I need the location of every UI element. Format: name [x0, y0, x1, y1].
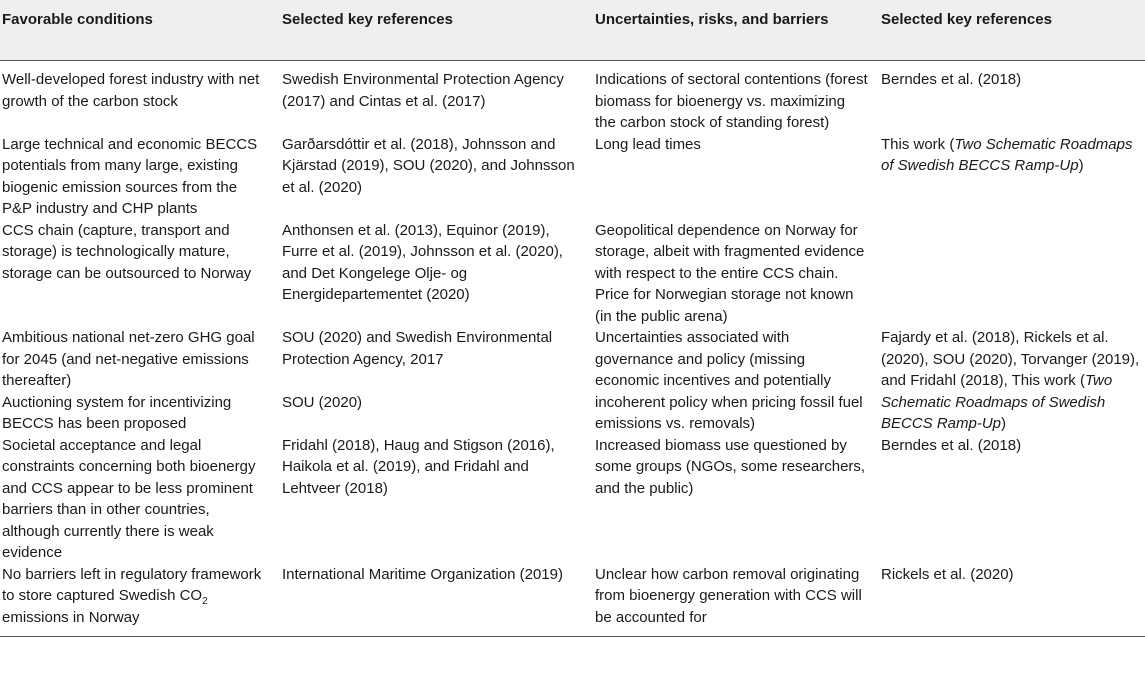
cell-uncertainties: Increased biomass use questioned by some groups (NGOs, some researchers, and the public): [595, 436, 866, 497]
cell-favorable: CCS chain (capture, transport and storage) is technologically mature, storage can be outsourced to Norway: [2, 221, 252, 282]
cell-references: Fridahl (2018), Haug and Stigson (2016), Haikola et al. (2019), and Fridahl and Lehtveer (2018): [282, 436, 555, 497]
cell-references: [879, 220, 1145, 328]
cell-uncertainties: Uncertainties associated with governance and policy (missing economic incentives and potentially incoherent policy when pricing fossil fuel emissions vs. removals): [595, 329, 863, 432]
ref-text: This work (: [881, 135, 955, 153]
cell-references: SOU (2020): [282, 393, 363, 411]
subscript: 2: [202, 596, 208, 607]
cell-references: Anthonsen et al. (2013), Equinor (2019), Furre et al. (2019), Johnsson et al. (2020), and Det Kongelege Olje- og Energidepartementet (2020): [282, 221, 563, 303]
cell-references: Swedish Environmental Protection Agency (2017) and Cintas et al. (2017): [282, 71, 564, 110]
header-key-references-2: Selected key references: [881, 11, 1052, 28]
cell-favorable: Large technical and economic BECCS potentials from many large, existing biogenic emission sources from the P&P industry and CHP plants: [2, 135, 258, 217]
cell-uncertainties: [593, 220, 879, 328]
cell-favorable: Well-developed forest industry with net growth of the carbon stock: [2, 71, 260, 110]
cell-references: [879, 134, 1145, 220]
cell-favorable: [0, 564, 280, 637]
cell-favorable: Ambitious national net-zero GHG goal for 2045 (and net-negative emissions thereafter): [2, 329, 255, 389]
table-row: [0, 435, 1145, 564]
header-uncertainties: Uncertainties, risks, and barriers: [595, 11, 829, 28]
favorable-text: emissions in Norway: [2, 608, 140, 626]
table-row: [0, 327, 1145, 392]
cell-uncertainties: Long lead times: [595, 135, 701, 153]
cell-references: SOU (2020) and Swedish Environmental Protection Agency, 2017: [282, 329, 553, 368]
ref-text: ): [1001, 415, 1007, 432]
table-row: [0, 564, 1145, 637]
ref-italic-title: Two Schematic Roadmaps of Swedish BECCS Ramp-Up: [881, 135, 1133, 174]
favorable-text: No barriers left in regulatory framework to store captured Swedish CO: [2, 565, 262, 604]
cell-references: International Maritime Organization (2019): [282, 565, 563, 583]
header-key-references-1: Selected key references: [282, 11, 453, 28]
cell-references: Rickels et al. (2020): [881, 565, 1014, 583]
cell-references: [879, 327, 1145, 435]
table-row: [0, 61, 1145, 134]
ref-italic-title: Two Schematic Roadmaps of Swedish BECCS Ramp-Up: [881, 372, 1113, 432]
cell-references: Berndes et al. (2018): [881, 71, 1022, 88]
uncertainty-text: Geopolitical dependence on Norway for storage, albeit with fragmented evidence with respect to the entire CCS chain.: [595, 221, 865, 282]
table-header-row: [0, 0, 1145, 61]
ref-text: ): [1078, 157, 1084, 174]
cell-favorable: Societal acceptance and legal constraints concerning both bioenergy and CCS appear to be less prominent barriers than in other countries, although currently there is weak evidence: [2, 436, 256, 561]
cell-uncertainties: Indications of sectoral contentions (forest biomass for bioenergy vs. maximizing the carbon stock of standing forest): [595, 71, 868, 131]
table-row: [0, 134, 1145, 220]
cell-uncertainties: Unclear how carbon removal originating from bioenergy generation with CCS will be accounted for: [595, 565, 862, 626]
table-row: [0, 220, 1145, 328]
uncertainty-text: Price for Norwegian storage not known (in the public arena): [595, 286, 854, 325]
ref-text: Fajardy et al. (2018), Rickels et al. (2020), SOU (2020), Torvanger (2019), and Fridahl (2018), This work (: [881, 329, 1140, 389]
header-favorable-conditions: Favorable conditions: [2, 11, 153, 28]
cell-references: Berndes et al. (2018): [881, 436, 1022, 454]
cell-favorable: Auctioning system for incentivizing BECCS has been proposed: [2, 393, 232, 432]
cell-references: Garðarsdóttir et al. (2018), Johnsson and Kjärstad (2019), SOU (2020), and Johnsson et al. (2020): [282, 135, 575, 196]
